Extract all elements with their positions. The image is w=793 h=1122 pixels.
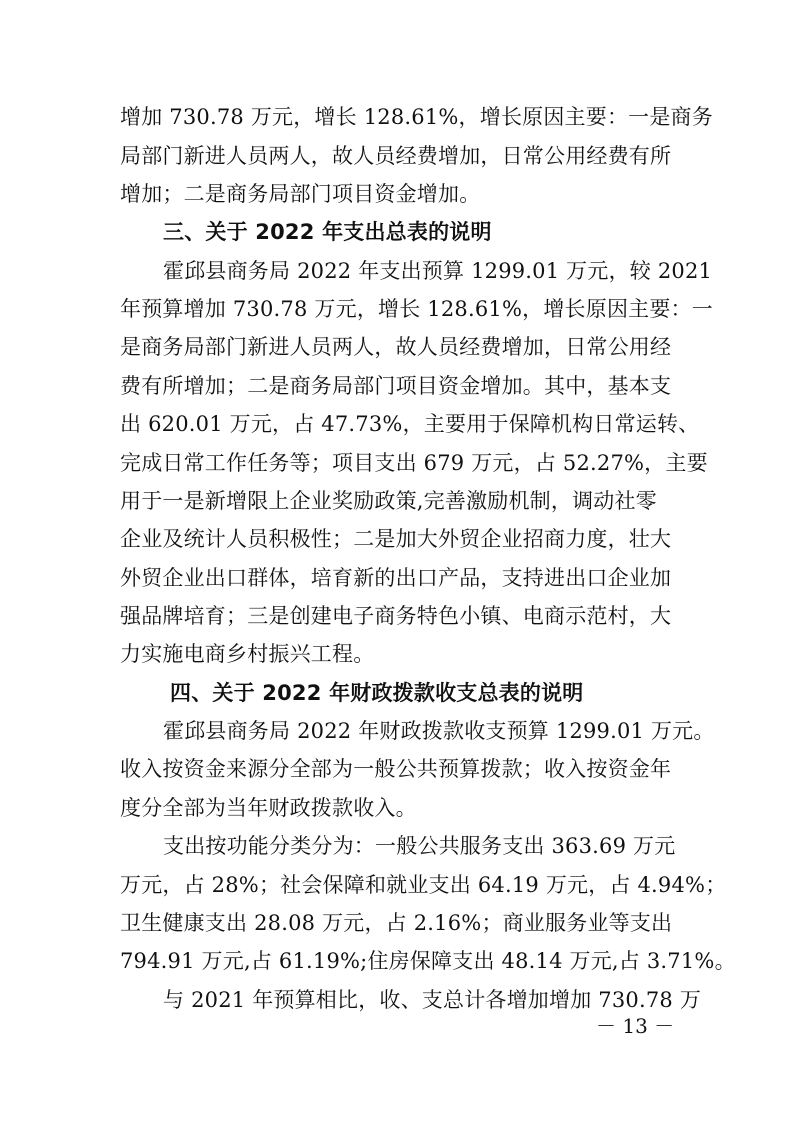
paragraph-line: 用于一是新增限上企业奖励政策,完善激励机制，调动社零 [120,489,657,513]
paragraph-line: 万元，占 28%；社会保障和就业支出 64.19 万元，占 4.94%； [120,873,727,897]
paragraph-line: 年预算增加 730.78 万元，增长 128.61%，增长原因主要：一 [120,297,713,321]
paragraph-line: 出 620.01 万元，占 47.73%，主要用于保障机构日常运转、 [120,412,700,436]
paragraph-line: 费有所增加；二是商务局部门项目资金增加。其中，基本支 [120,374,672,398]
paragraph-line: 霍邱县商务局 2022 年支出预算 1299.01 万元，较 2021 [163,259,713,283]
paragraph-line: 企业及统计人员积极性；二是加大外贸企业招商力度，壮大 [120,527,672,551]
paragraph-line: 增加 730.78 万元，增长 128.61%，增长原因主要：一是商务 [120,105,713,129]
paragraph-line: 强品牌培育；三是创建电子商务特色小镇、电商示范村，大 [120,604,672,628]
paragraph-line: 力实施电商乡村振兴工程。 [120,642,375,666]
paragraph-line: 度分全部为当年财政拨款收入。 [120,796,417,820]
paragraph-line: 局部门新进人员两人，故人员经费增加，日常公用经费有所 [120,144,672,168]
paragraph-line: 霍邱县商务局 2022 年财政拨款收支预算 1299.01 万元。 [163,719,715,743]
paragraph-line: 完成日常工作任务等；项目支出 679 万元，占 52.27%，主要 [120,451,708,475]
paragraph-line: 794.91 万元,占 61.19%;住房保障支出 48.14 万元,占 3.71%。 [120,949,736,973]
paragraph-line: 卫生健康支出 28.08 万元，占 2.16%；商业服务业等支出 [120,911,673,935]
paragraph-line: 增加；二是商务局部门项目资金增加。 [120,182,481,206]
paragraph-line: 收入按资金来源分全部为一般公共预算拨款；收入按资金年 [120,757,672,781]
section-heading: 三、关于 2022 年支出总表的说明 [163,220,492,244]
page-number: － 13 － [596,1014,675,1038]
section-heading: 四、关于 2022 年财政拨款收支总表的说明 [170,681,584,705]
paragraph-line: 支出按功能分类分为：一般公共服务支出 363.69 万元 [163,834,676,858]
paragraph-line: 与 2021 年预算相比，收、支总计各增加增加 730.78 万 [163,988,702,1012]
paragraph-line: 是商务局部门新进人员两人，故人员经费增加，日常公用经 [120,335,672,359]
paragraph-line: 外贸企业出口群体，培育新的出口产品，支持进出口企业加 [120,566,672,590]
